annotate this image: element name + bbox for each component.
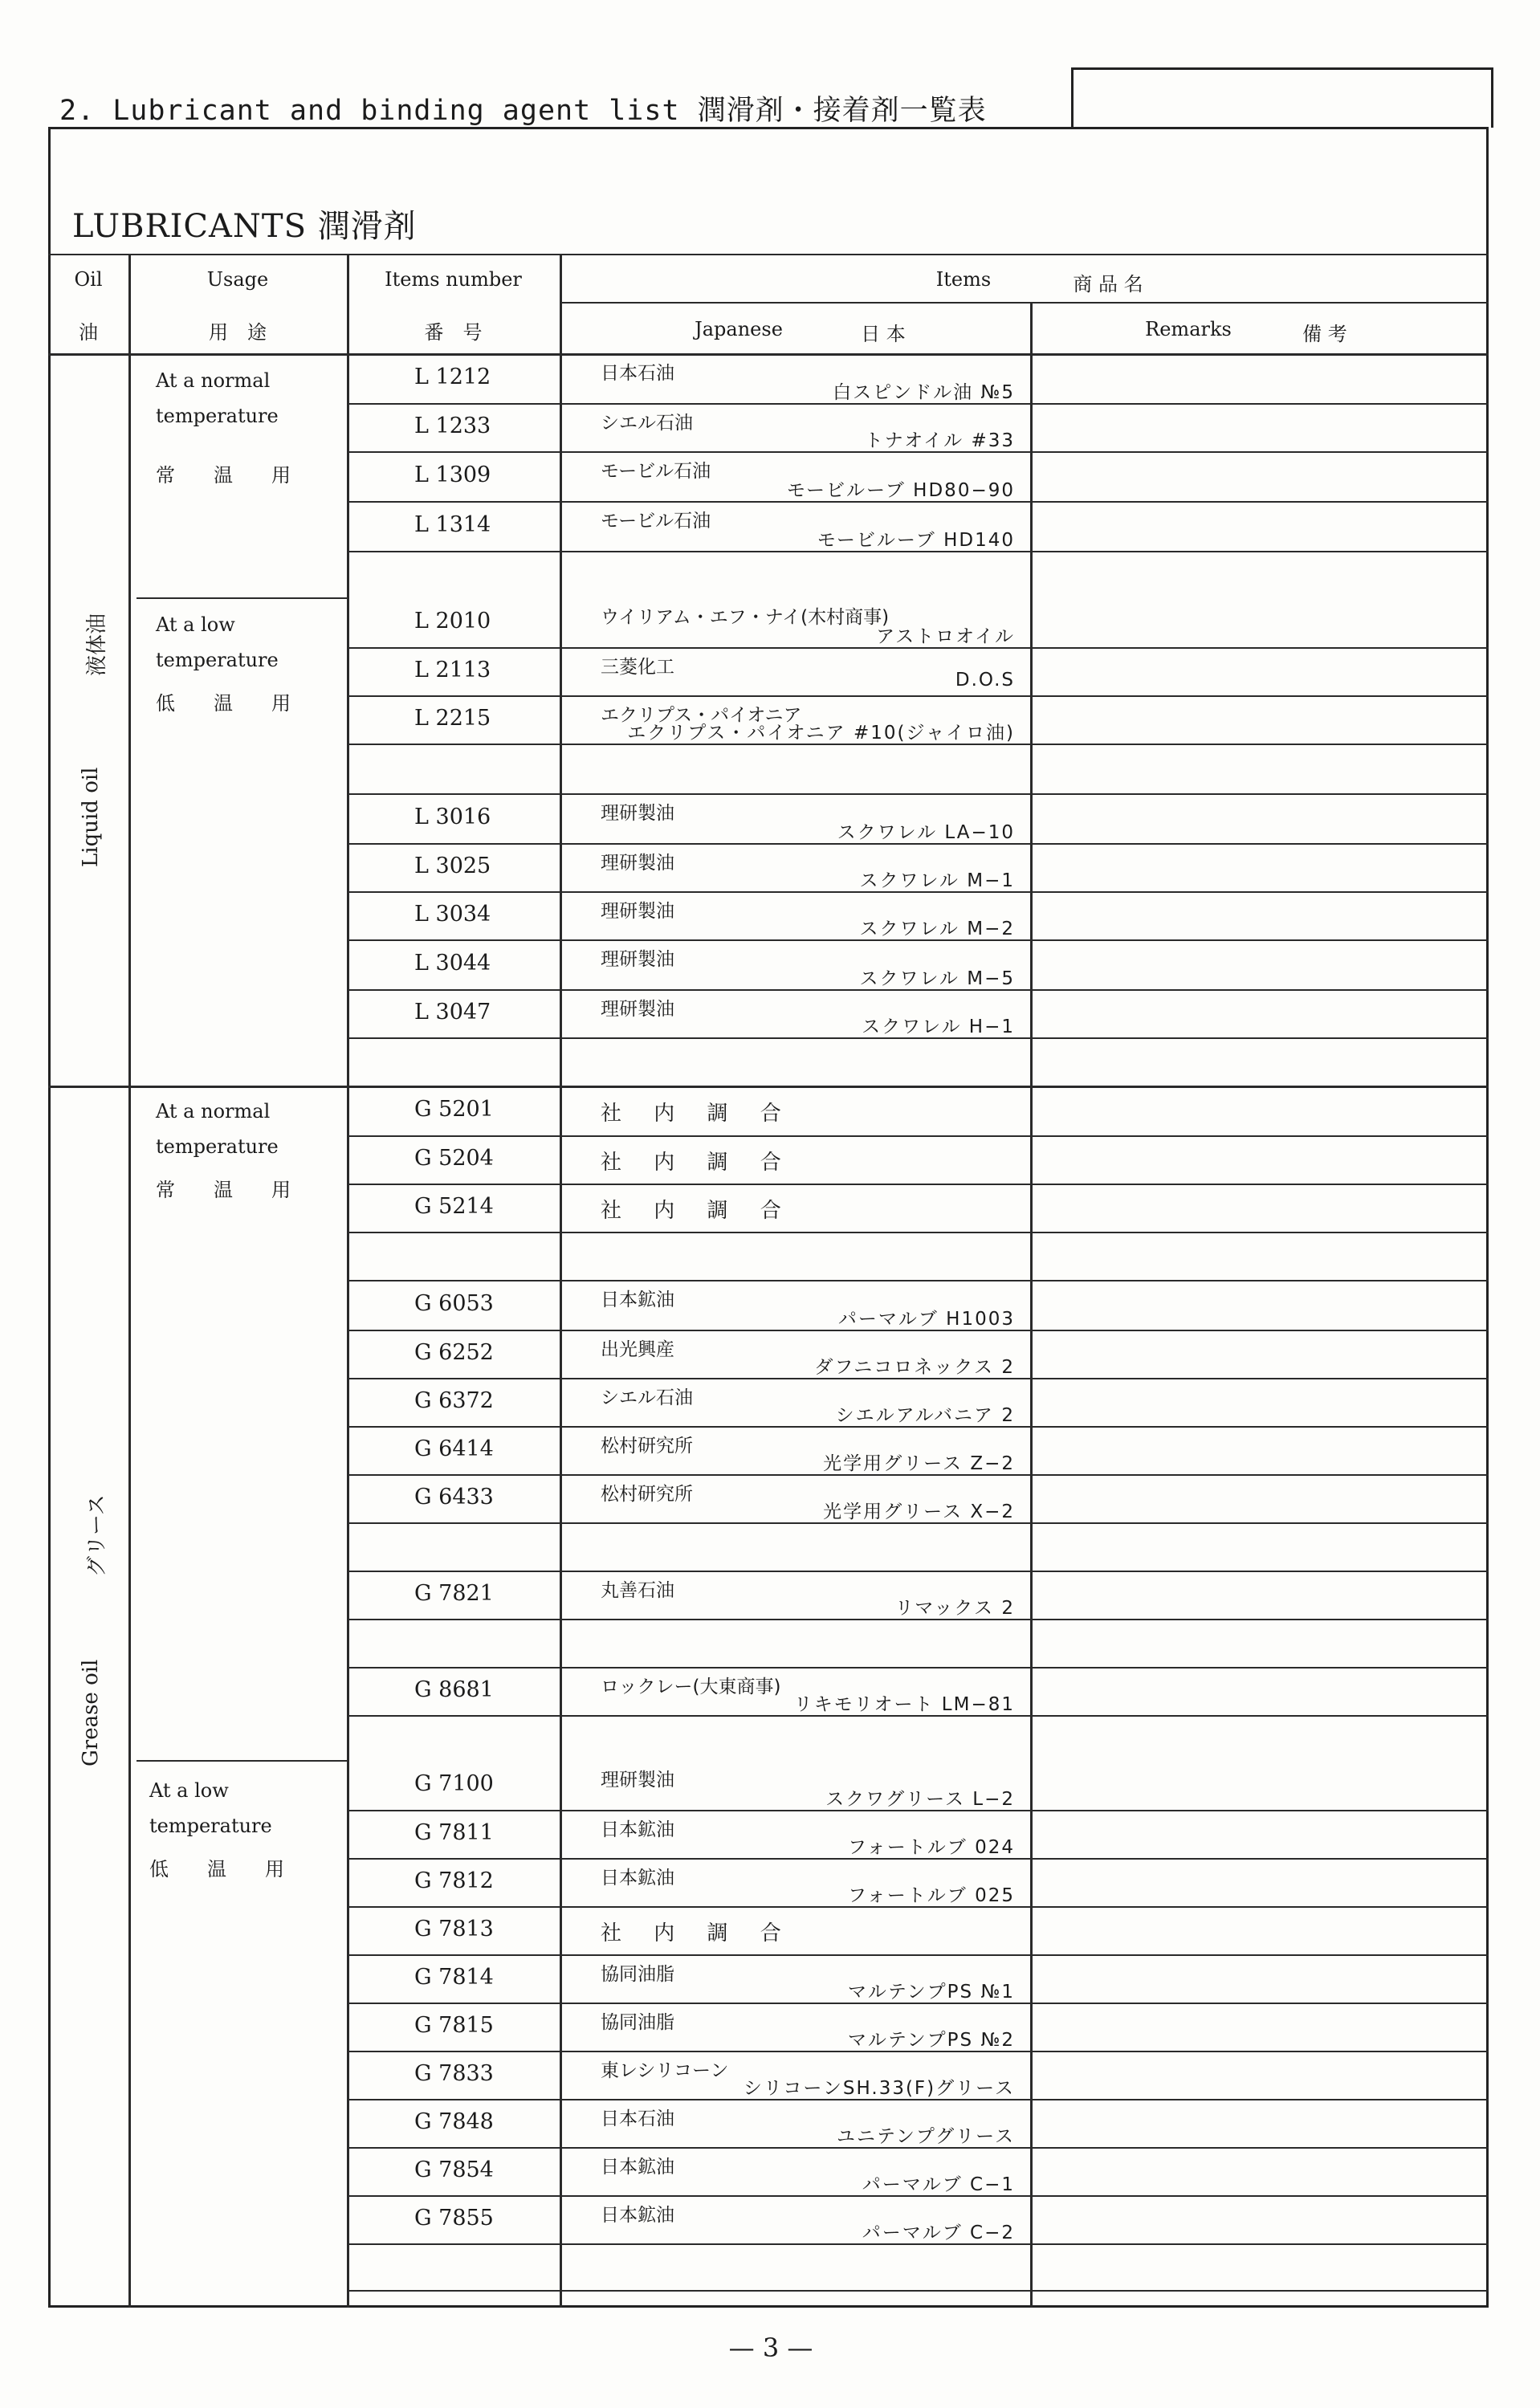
usage-line: 常 温 用 (156, 1179, 300, 1201)
company-name: 日本鉱油 (601, 1819, 674, 1840)
row-rule (347, 2290, 1489, 2292)
item-number: G 7815 (414, 2013, 494, 2038)
company-name: 松村研究所 (601, 1484, 693, 1505)
item-number: L 2113 (414, 658, 491, 682)
item-number: G 7848 (414, 2109, 494, 2134)
oil-type-grease-ja: グリース (85, 1494, 109, 1577)
company-name: 社 内 調 合 (601, 1151, 794, 1175)
header-remarks-ja: 備 考 (1302, 323, 1347, 345)
company-name: 理研製油 (601, 949, 674, 970)
item-number: G 7855 (414, 2206, 494, 2231)
product-name: フォートルブ 025 (847, 1885, 1015, 1906)
company-name: 三菱化工 (601, 657, 674, 678)
usage-grease-normal (156, 1094, 300, 1208)
item-number: G 7814 (414, 1965, 494, 1990)
row-rule (347, 1184, 1489, 1185)
product-name: 光学用グリース Z−2 (823, 1453, 1015, 1474)
company-name: 理研製油 (601, 1770, 674, 1791)
item-number: L 1314 (414, 512, 491, 537)
item-number: G 7821 (414, 1581, 494, 1606)
company-name: 日本鉱油 (601, 2205, 674, 2226)
company-name: 日本鉱油 (601, 1290, 674, 1310)
company-name: 東レシリコーン (601, 2060, 729, 2081)
company-name: モービル石油 (601, 461, 711, 482)
usage-line: 低 温 用 (156, 692, 300, 715)
company-name: 松村研究所 (601, 1436, 693, 1457)
item-number: G 5204 (414, 1146, 494, 1171)
product-name: モービルーブ HD80−90 (786, 480, 1015, 501)
item-number: L 3034 (414, 902, 491, 927)
header-japanese-en: Japanese (695, 318, 783, 340)
product-name: D.O.S (955, 670, 1015, 691)
header-items-en: Items (935, 268, 992, 291)
liquid-grease-divider (48, 1086, 1489, 1088)
title-box (1071, 67, 1493, 128)
usage-grease-low (149, 1773, 294, 1887)
item-number: L 1309 (414, 462, 491, 487)
header-oil-en: Oil (74, 268, 103, 291)
item-number: L 1233 (414, 414, 491, 438)
product-name: スクワレル LA−10 (837, 822, 1015, 843)
usage-line: temperature (156, 405, 279, 427)
company-name: 日本鉱油 (601, 2157, 674, 2178)
product-name: トナオイル #33 (864, 430, 1015, 451)
product-name: スクワレル M−2 (859, 919, 1015, 939)
product-name: シエルアルバニア 2 (835, 1405, 1015, 1426)
page-number: — 3 — (728, 2333, 813, 2363)
usage-line: At a low (149, 1779, 229, 1802)
company-name: 日本石油 (601, 2109, 674, 2129)
header-oil-ja: 油 (79, 321, 98, 344)
company-name: 理研製油 (601, 901, 674, 922)
usage-line: At a normal (156, 1100, 271, 1123)
item-number: L 3044 (414, 951, 491, 976)
company-name: 理研製油 (601, 853, 674, 874)
item-number: G 6433 (414, 1485, 494, 1510)
item-number: G 8681 (414, 1677, 494, 1702)
row-rule (347, 695, 1489, 697)
product-name: スクワグリース L−2 (825, 1789, 1015, 1810)
row-rule (347, 1667, 1489, 1668)
header-number-en: Items number (385, 268, 522, 291)
row-rule (347, 1232, 1489, 1233)
company-name: 理研製油 (601, 999, 674, 1020)
product-name: マルテンプPS №2 (847, 2030, 1015, 2051)
product-name: マルテンプPS №1 (847, 1982, 1015, 2003)
page-title: 2. Lubricant and binding agent list 潤滑剤・接着剤一覧表 (59, 95, 987, 127)
item-number: G 7854 (414, 2157, 494, 2182)
product-name: パーマルブ C−2 (862, 2223, 1015, 2243)
item-number: G 7811 (414, 1820, 494, 1845)
company-name: ウイリアム・エフ・ナイ(木村商事) (601, 607, 890, 628)
product-name: リマックス 2 (894, 1598, 1015, 1619)
company-name: シエル石油 (601, 1387, 693, 1408)
row-rule (347, 1280, 1489, 1281)
product-name: スクワレル M−5 (859, 968, 1015, 989)
header-remarks-en: Remarks (1145, 318, 1232, 340)
company-name: 協同油脂 (601, 2012, 674, 2033)
product-name: パーマルブ C−1 (862, 2174, 1015, 2195)
company-name: 丸善石油 (601, 1580, 674, 1601)
col-japanese-border (1030, 302, 1033, 2308)
company-name: 理研製油 (601, 803, 674, 824)
product-name: ユニテンプグリース (836, 2126, 1015, 2147)
item-number: G 7100 (414, 1771, 494, 1796)
item-number: G 6372 (414, 1388, 494, 1413)
usage-liquid-low (156, 607, 300, 721)
product-name: スクワレル M−1 (859, 870, 1015, 891)
oil-type-liquid-en: Liquid oil (79, 767, 103, 867)
product-name: ダフニコロネックス 2 (814, 1357, 1015, 1378)
product-name: アストロオイル (876, 626, 1015, 647)
item-number: L 3025 (414, 854, 491, 878)
usage-line: temperature (156, 649, 279, 671)
usage-line: 低 温 用 (149, 1858, 294, 1880)
item-number: L 2215 (414, 706, 491, 731)
item-number: L 3047 (414, 1000, 491, 1025)
company-name: ロックレー(大東商事) (601, 1677, 781, 1697)
grease-usage-divider (136, 1760, 348, 1762)
company-name: 協同油脂 (601, 1964, 674, 1985)
company-name: 社 内 調 合 (601, 1199, 794, 1223)
company-name: モービル石油 (601, 511, 711, 532)
item-number: L 3016 (414, 805, 491, 829)
product-name: エクリプス・パイオニア #10(ジャイロ油) (627, 723, 1015, 744)
usage-line: 常 温 用 (156, 464, 300, 487)
header-japanese-ja: 日 本 (861, 323, 906, 345)
col-oil-border (128, 254, 131, 2308)
header-top-rule (48, 254, 1489, 255)
header-items-ja: 商 品 名 (1073, 273, 1143, 295)
item-number: G 6053 (414, 1291, 494, 1316)
product-name: シリコーンSH.33(F)グリース (743, 2078, 1015, 2099)
product-name: 光学用グリース X−2 (823, 1501, 1015, 1522)
liquid-usage-divider (136, 597, 348, 599)
company-name: 日本石油 (601, 363, 674, 384)
usage-line: temperature (149, 1815, 272, 1837)
company-name: 日本鉱油 (601, 1868, 674, 1889)
product-name: スクワレル H−1 (862, 1017, 1015, 1037)
section-title: LUBRICANTS 潤滑剤 (72, 208, 417, 245)
oil-type-liquid-ja: 液体油 (85, 613, 109, 676)
row-rule (347, 1954, 1489, 1956)
product-name: モービルーブ HD140 (817, 530, 1015, 551)
usage-line: temperature (156, 1135, 279, 1158)
item-number: G 5214 (414, 1194, 494, 1219)
item-number: G 6252 (414, 1340, 494, 1365)
product-name: フォートルブ 024 (847, 1837, 1015, 1858)
item-number: L 2010 (414, 609, 491, 634)
row-rule (347, 1571, 1489, 1572)
item-number: L 1212 (414, 365, 491, 389)
header-number-ja: 番 号 (424, 321, 483, 344)
header-usage-en: Usage (206, 268, 269, 291)
usage-line: At a normal (156, 369, 271, 392)
company-name: シエル石油 (601, 413, 693, 434)
company-name: エクリプス・パイオニア (601, 705, 802, 726)
company-name: 社 内 調 合 (601, 1102, 794, 1126)
product-name: パーマルブ H1003 (837, 1309, 1015, 1330)
product-name: リキモリオート LM−81 (793, 1694, 1015, 1715)
item-number: G 5201 (414, 1097, 494, 1122)
usage-liquid-normal (156, 363, 300, 493)
item-number: G 7833 (414, 2061, 494, 2086)
header-bottom-rule (48, 353, 1489, 356)
row-rule (347, 1135, 1489, 1137)
company-name: 社 内 調 合 (601, 1921, 794, 1946)
usage-line: At a low (156, 613, 235, 636)
items-subheader-rule (560, 302, 1489, 304)
company-name: 出光興産 (601, 1339, 674, 1360)
product-name: 白スピンドル油 №5 (833, 382, 1015, 403)
oil-type-grease-en: Grease oil (79, 1659, 103, 1766)
item-number: G 7812 (414, 1868, 494, 1893)
item-number: G 6414 (414, 1436, 494, 1461)
row-rule (347, 793, 1489, 795)
item-number: G 7813 (414, 1917, 494, 1941)
header-usage-ja: 用 途 (209, 321, 267, 344)
